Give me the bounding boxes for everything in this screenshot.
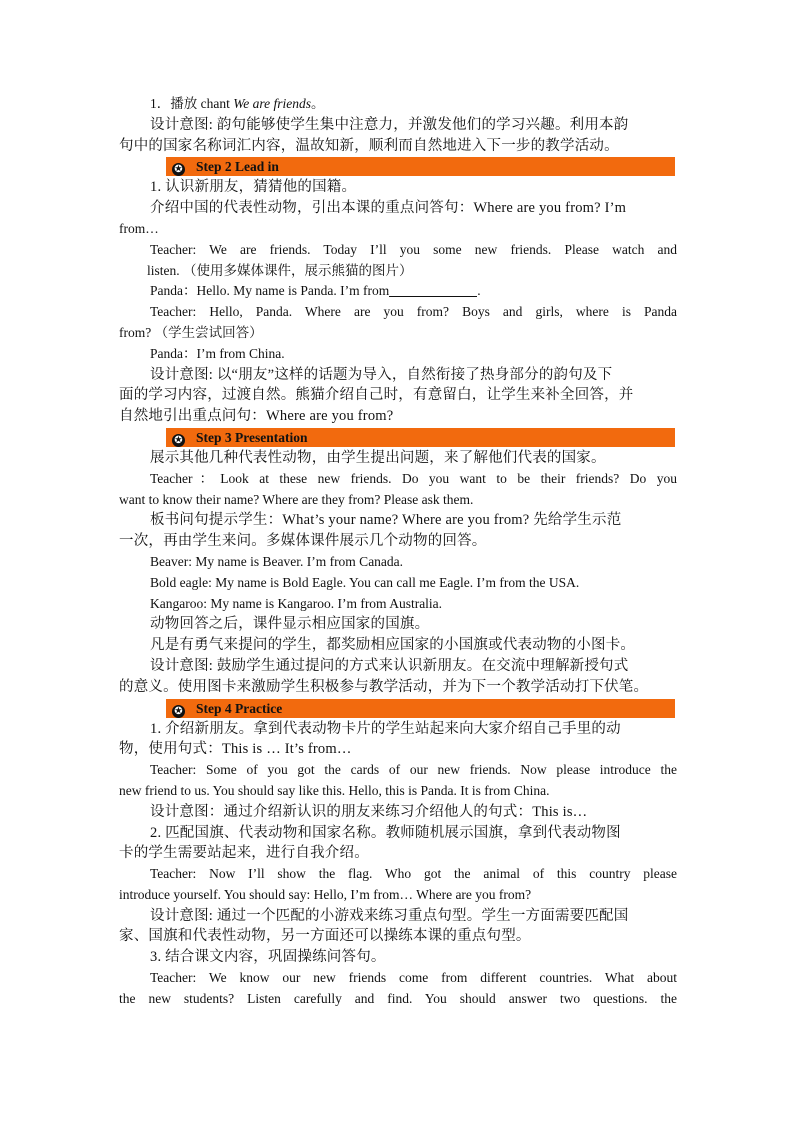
step2-label: Step 2 Lead in bbox=[196, 159, 279, 175]
text-line: Teacher: Now I’ll show the flag. Who got the animal of this country please bbox=[150, 866, 677, 882]
text-line: 凡是有勇气来提问的学生，都奖励相应国家的小国旗或代表动物的小图卡。 bbox=[150, 637, 636, 654]
step4-label: Step 4 Practice bbox=[196, 700, 283, 716]
text-line: the new students? Listen carefully and find. You should answer two questions. the bbox=[119, 990, 677, 1006]
text-line: 自然地引出重点问句：Where are you from? bbox=[119, 408, 394, 425]
text-line: want to know their name? Where are they from? Please ask them. bbox=[119, 491, 474, 507]
text-line: 卡的学生需要站起来，进行自我介绍。 bbox=[119, 845, 369, 862]
text-line: from? （学生尝试回答） bbox=[119, 324, 263, 340]
text-line: Teacher: We are friends. Today I’ll you some new friends. Please watch and bbox=[150, 241, 677, 257]
text-line: 家、国旗和代表性动物，另一方面还可以操练本课的重点句型。 bbox=[119, 928, 531, 945]
step2-heading bbox=[166, 157, 675, 176]
text-line: 句中的国家名称词汇内容，温故知新，顺利而自然地进入下一步的教学活动。 bbox=[119, 137, 619, 154]
text-line: Teacher: We know our new friends come from different countries. What about bbox=[150, 970, 677, 986]
text-line: from… bbox=[119, 220, 159, 236]
text-line: Teacher: Hello, Panda. Where are you from? Boys and girls, where is Panda bbox=[150, 304, 677, 320]
text-line: listen. （使用多媒体课件，展示熊猫的图片） bbox=[147, 262, 413, 278]
text-line: 2. 匹配国旗、代表动物和国家名称。教师随机展示国旗，拿到代表动物图 bbox=[150, 824, 621, 841]
text-line: 设计意图: 韵句能够使学生集中注意力，并激发他们的学习兴趣。利用本韵 bbox=[150, 116, 629, 133]
text-line: 展示其他几种代表性动物，由学生提出问题，来了解他们代表的国家。 bbox=[150, 449, 606, 466]
star-bullet-icon: ✪ bbox=[172, 705, 185, 718]
text-line: 1. 介绍新朋友。拿到代表动物卡片的学生站起来向大家介绍自己手里的动 bbox=[150, 720, 621, 737]
text-line: 物，使用句式：This is … It’s from… bbox=[119, 741, 352, 758]
star-bullet-icon: ✪ bbox=[172, 163, 185, 176]
text-line: 动物回答之后，课件显示相应国家的国旗。 bbox=[150, 616, 430, 633]
practice-section bbox=[119, 719, 677, 1010]
star-bullet-icon: ✪ bbox=[172, 434, 185, 447]
text-line: 设计意图: 鼓励学生通过提问的方式来认识新朋友。在交流中理解新授句式 bbox=[150, 657, 629, 674]
text-line: introduce yourself. You should say: Hello, I’m from… Where are you from? bbox=[119, 886, 532, 902]
step4-heading bbox=[166, 699, 675, 718]
text-line: 设计意图: 以“朋友”这样的话题为导入，自然衔接了热身部分的韵句及下 bbox=[150, 366, 613, 383]
text-line: new friend to us. You should say like this. Hello, this is Panda. It is from China. bbox=[119, 782, 550, 798]
step3-label: Step 3 Presentation bbox=[196, 429, 308, 445]
text-line: 面的学习内容，过渡自然。熊猫介绍自己时，有意留白，让学生来补全回答，并 bbox=[119, 387, 634, 404]
text-line: Teacher: Some of you got the cards of our new friends. Now please introduce the bbox=[150, 762, 677, 778]
text-line: 介绍中国的代表性动物，引出本课的重点问答句：Where are you from? I’m bbox=[150, 200, 627, 217]
text-line: 板书问句提示学生：What’s your name? Where are you from? 先给学生示范 bbox=[150, 512, 622, 529]
text-line: 设计意图：通过介绍新认识的朋友来练习介绍他人的句式：This is… bbox=[150, 803, 588, 820]
warmup-section bbox=[119, 94, 677, 156]
step3-heading bbox=[166, 428, 675, 447]
text-line: 的意义。使用图卡来激励学生积极参与教学活动，并为下一个教学活动打下伏笔。 bbox=[119, 678, 649, 695]
text-line: Beaver: My name is Beaver. I’m from Canada. bbox=[150, 553, 404, 569]
text-line: Bold eagle: My name is Bold Eagle. You can call me Eagle. I’m from the USA. bbox=[150, 574, 580, 590]
text-line: Kangaroo: My name is Kangaroo. I’m from Australia. bbox=[150, 595, 443, 611]
lead-in-section bbox=[119, 177, 677, 427]
text-line: Teacher：Look at these new friends. Do you want to be their friends? Do you bbox=[150, 470, 677, 486]
text-line: Panda：I’m from China. bbox=[150, 345, 285, 361]
text-line: 1．播放 chant We are friends。 bbox=[150, 96, 325, 111]
text-line: 1. 认识新朋友，猜猜他的国籍。 bbox=[150, 179, 357, 196]
text-line: Panda：Hello. My name is Panda. I’m from . bbox=[150, 283, 481, 299]
presentation-section bbox=[119, 448, 677, 698]
text-line: 一次，再由学生来问。多媒体课件展示几个动物的回答。 bbox=[119, 533, 487, 550]
fill-in-blank bbox=[389, 283, 477, 297]
document-body bbox=[119, 94, 677, 1010]
text-line: 3. 结合课文内容，巩固操练问答句。 bbox=[150, 949, 386, 966]
text-line: 设计意图: 通过一个匹配的小游戏来练习重点句型。学生一方面需要匹配国 bbox=[150, 907, 629, 924]
